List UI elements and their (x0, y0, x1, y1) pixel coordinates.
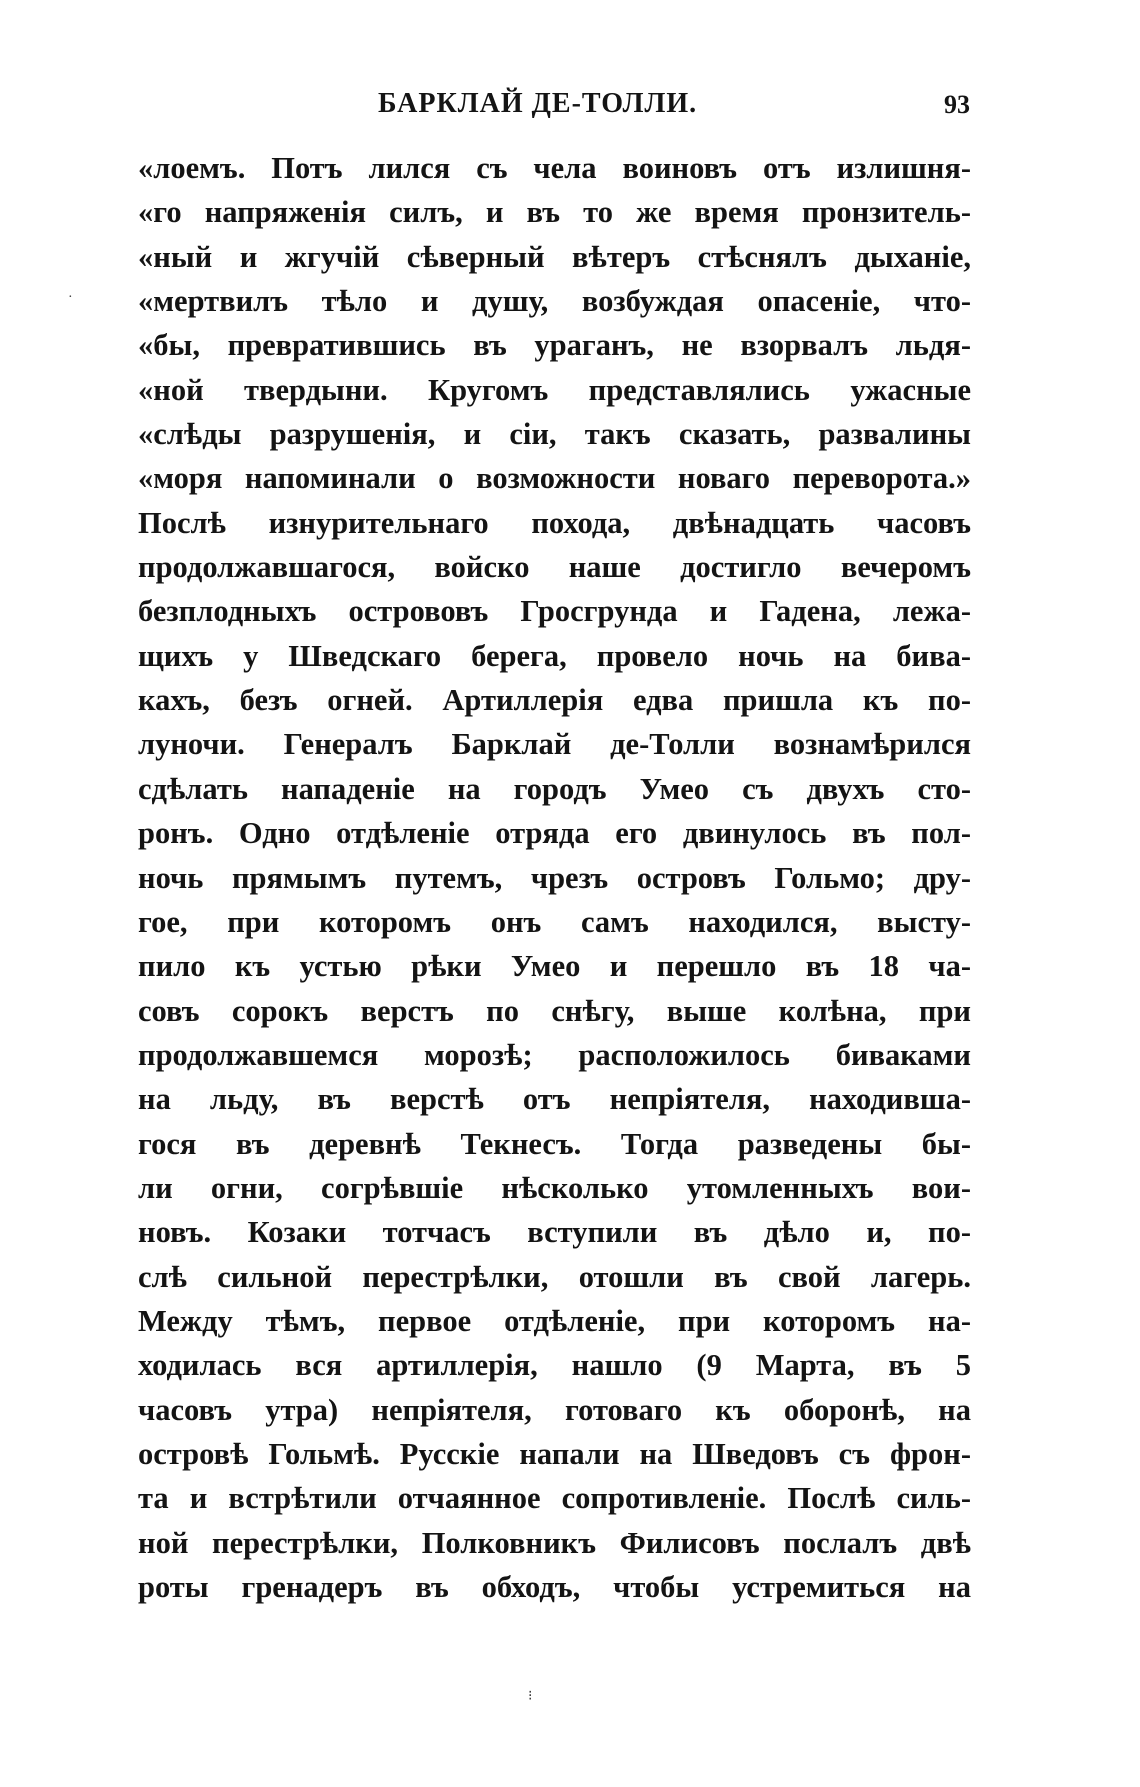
text-line: новъ. Козаки тотчасъ вступили въ дѣло и, по- (138, 1215, 971, 1250)
running-title: БАРКЛАЙ ДЕ-ТОЛЛИ. (378, 88, 698, 119)
text-line: Послѣ изнурительнаго похода, двѣнадцать часовъ (138, 505, 971, 540)
text-line: «моря напоминали о возможности новаго переворота.» (138, 461, 971, 496)
text-line: ной перестрѣлки, Полковникъ Филисовъ послалъ двѣ (138, 1525, 971, 1560)
text-line: продолжавшемся морозѣ; расположилось биваками (138, 1037, 971, 1072)
text-line: «ной твердыни. Кругомъ представлялись ужасные (138, 372, 971, 407)
text-line: сдѣлать нападенiе на городъ Умео съ двухъ сто- (138, 771, 971, 806)
text-line: продолжавшагося, войско наше достигло вечеромъ (138, 550, 971, 585)
text-line: роты гренадеръ въ обходъ, чтобы устремиться на (138, 1570, 971, 1604)
text-line: «ный и жгучiй сѣверный вѣтеръ стѣснялъ дыханiе, (138, 239, 971, 274)
text-line: «слѣды разрушенiя, и сiи, такъ сказать, развалины (138, 417, 971, 452)
text-line: гося въ деревнѣ Текнесъ. Тогда разведены бы- (138, 1126, 971, 1161)
text-line: пило къ устью рѣки Умео и перешло въ 18 ча- (138, 949, 971, 984)
text-line: та и встрѣтили отчаянное сопротивленiе. Послѣ силь- (138, 1481, 971, 1516)
text-line: гое, при которомъ онъ самъ находился, высту- (138, 904, 971, 939)
text-line: луночи. Генералъ Барклай де-Толли вознамѣрился (138, 727, 971, 762)
text-line: ронъ. Одно отдѣленiе отряда его двинулось въ пол- (138, 816, 971, 851)
text-line: «бы, превратившись въ ураганъ, не взорвалъ льдя- (138, 328, 971, 363)
text-line: слѣ сильной перестрѣлки, отошли въ свой лагерь. (138, 1259, 971, 1294)
text-line: ходилась вся артиллерiя, нашло (9 Марта, въ 5 (138, 1348, 971, 1383)
text-line: Между тѣмъ, первое отдѣленiе, при которомъ на- (138, 1303, 971, 1338)
text-line: кахъ, безъ огней. Артиллерiя едва пришла къ по- (138, 683, 971, 718)
text-line: ли огни, согрѣвшiе нѣсколько утомленныхъ вои- (138, 1170, 971, 1205)
text-line: «го напряженiя силъ, и въ то же время пронзитель- (138, 195, 971, 230)
stray-mark: ⁝ (528, 1689, 533, 1704)
text-line: на льду, въ верстѣ отъ непрiятеля, находивша- (138, 1082, 971, 1117)
body-text (138, 146, 971, 1609)
page-number: 93 (944, 90, 970, 119)
text-line: совъ сорокъ верстъ по снѣгу, выше колѣна, при (138, 993, 971, 1028)
text-line: «мертвилъ тѣло и душу, возбуждая опасенiе, что- (138, 284, 971, 319)
running-head (140, 88, 970, 128)
text-line: безплодныхъ острововъ Гросгрунда и Гадена, лежа- (138, 594, 971, 629)
text-line: «лоемъ. Потъ лился съ чела воиновъ отъ излишня- (138, 151, 971, 185)
text-line: ночь прямымъ путемъ, чрезъ островъ Гольмо; дру- (138, 860, 971, 895)
stray-mark: · (68, 290, 73, 305)
text-line: часовъ утра) непрiятеля, готоваго къ оборонѣ, на (138, 1392, 971, 1427)
text-line: щихъ у Шведскаго берега, провело ночь на бива- (138, 638, 971, 673)
text-line: островѣ Гольмѣ. Русскiе напали на Шведовъ съ фрон- (138, 1436, 971, 1471)
